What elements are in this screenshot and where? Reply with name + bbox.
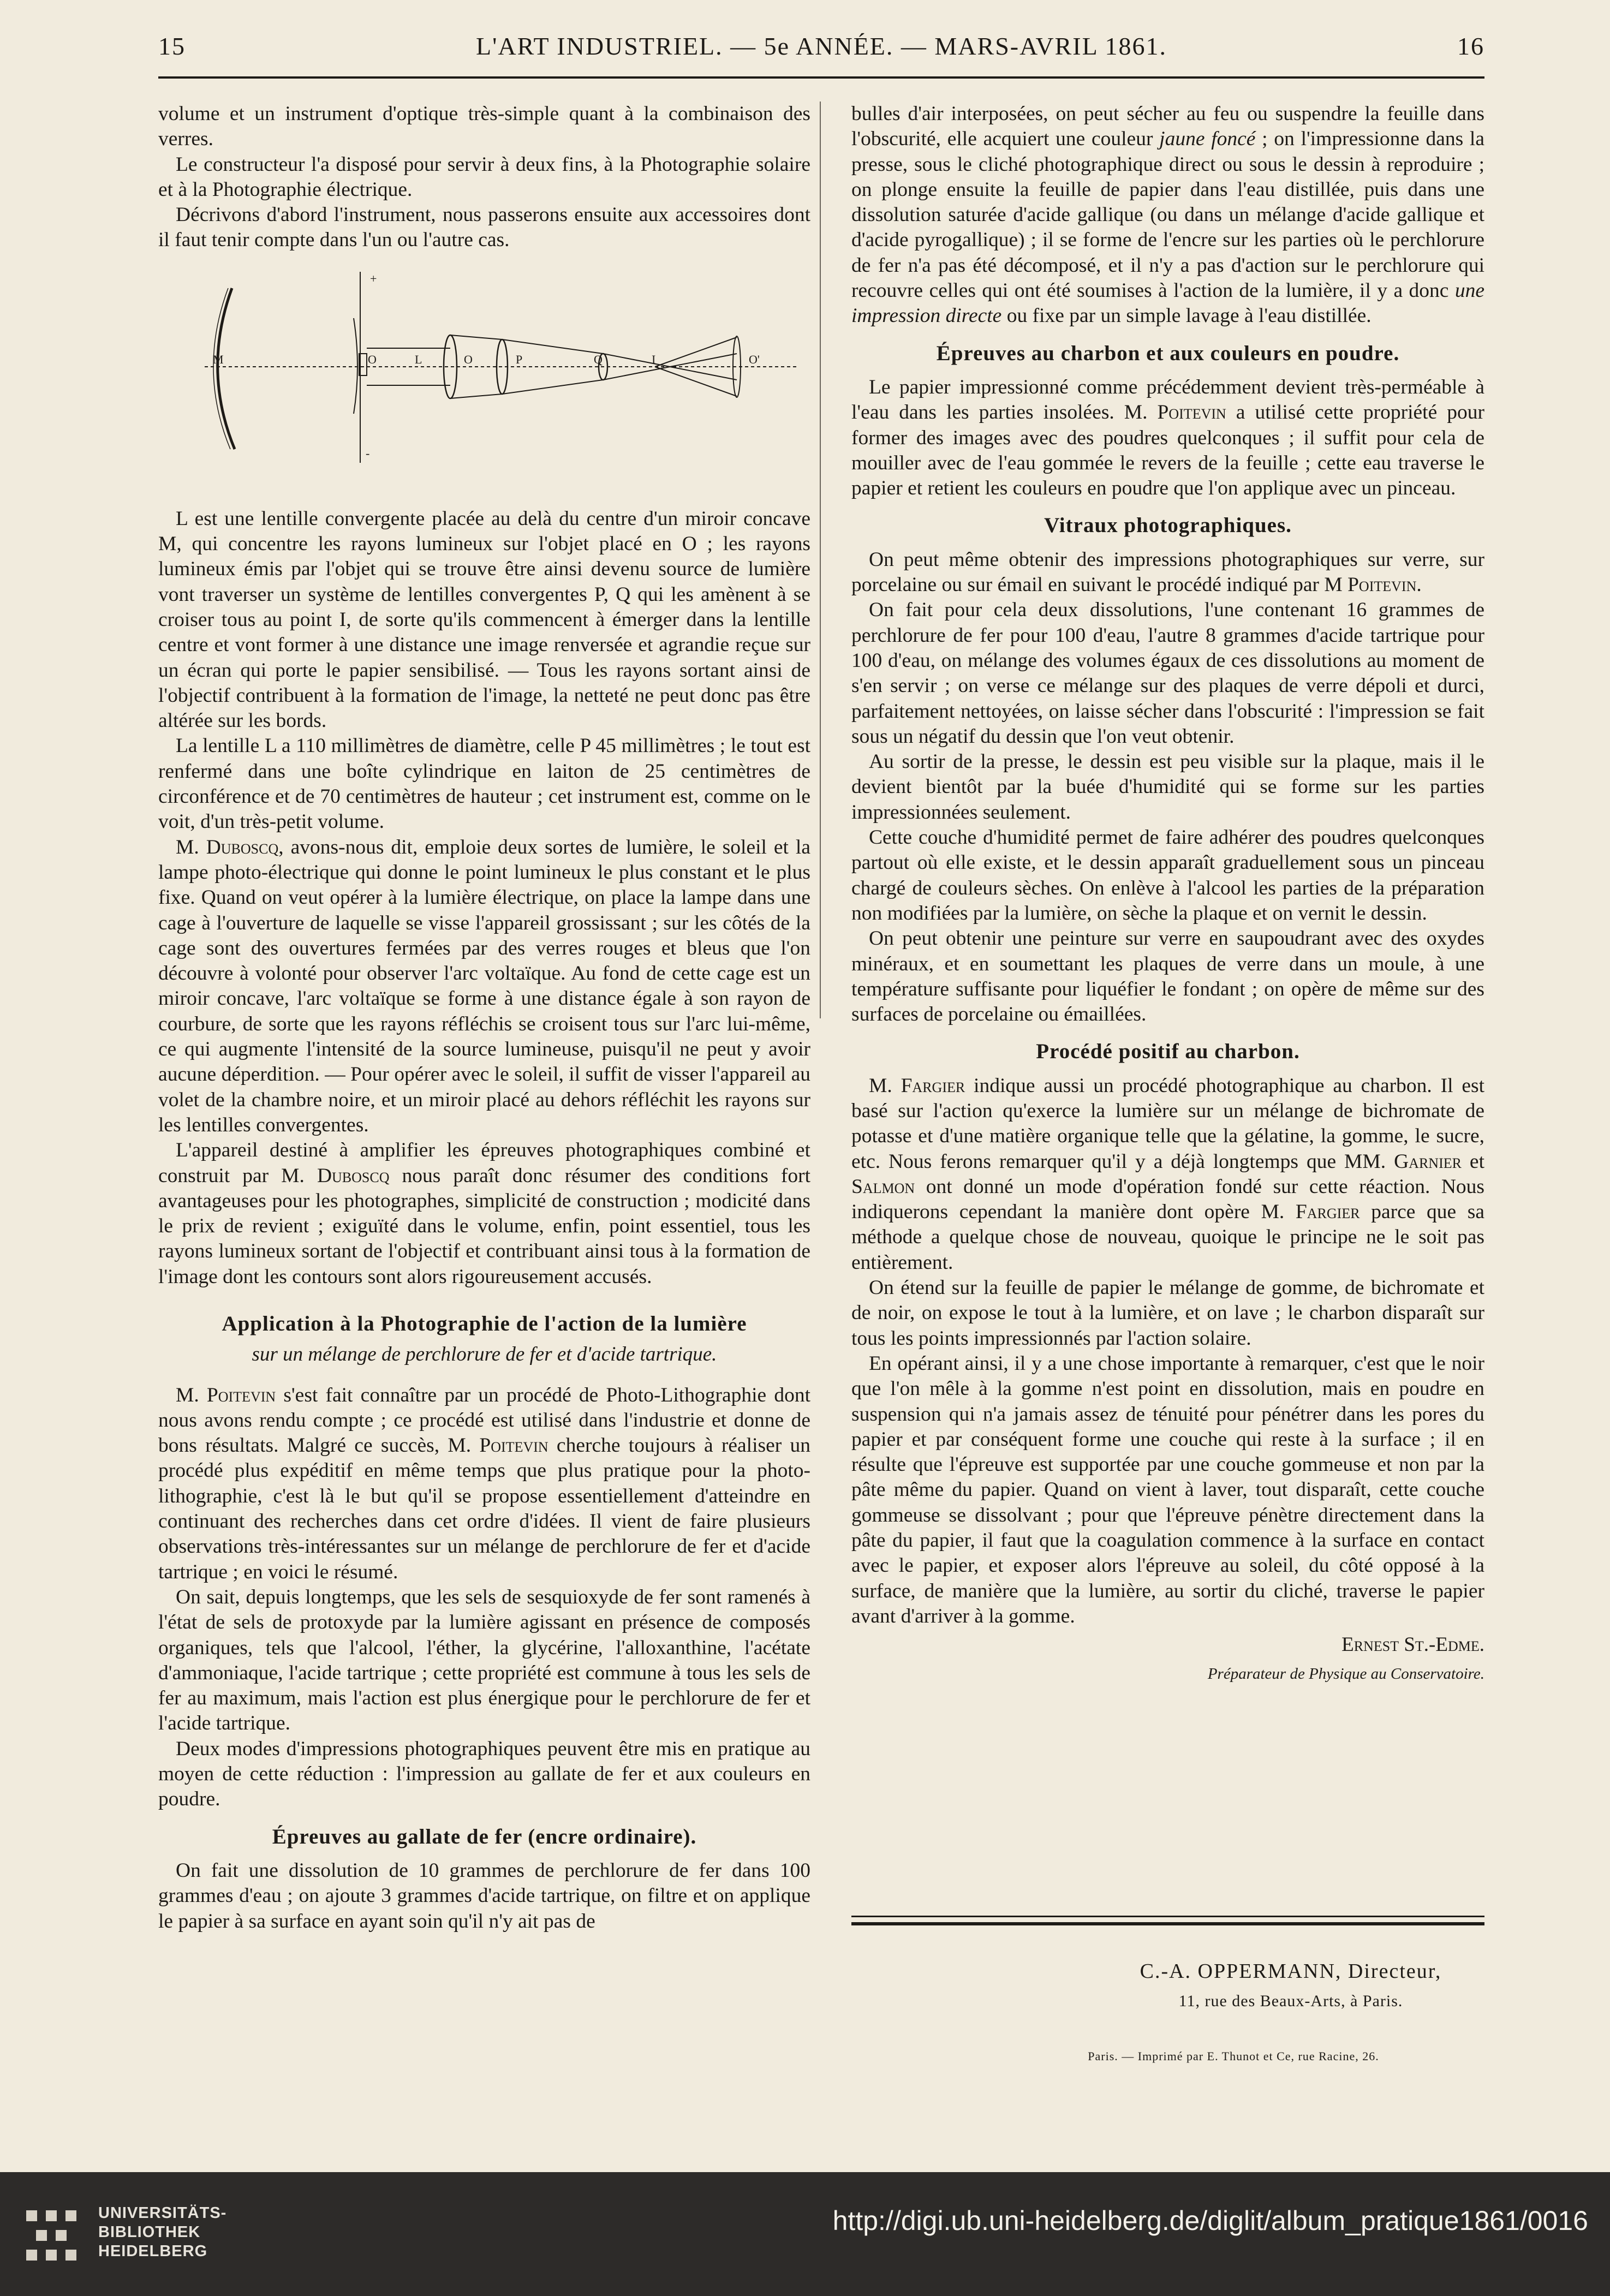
section-heading: Application à la Photographie de l'action de la lumière xyxy=(222,1311,747,1335)
header-rule xyxy=(158,76,1484,79)
person-name: Fargier xyxy=(1295,1201,1360,1224)
person-name: Duboscq xyxy=(317,1164,390,1187)
person-name: Poitevin xyxy=(1157,401,1226,424)
library-footer-bar xyxy=(0,2172,1610,2296)
person-name: M. Poitevin xyxy=(176,1383,276,1406)
section-heading: Vitraux photographiques. xyxy=(1044,514,1292,538)
person-name: Poitevin xyxy=(1347,574,1417,597)
paragraph: bulles d'air interposées, on peut sécher au feu ou suspendre la feuille dans l'obscurité, elle acquiert une couleur jaune foncé ; on l'impressionne dans la presse, sous le cliché photographique direct ou sous le dessin à reproduire ; on plonge ensuite la feuille de papier dans l'eau distillée, puis dans une dissolution saturée d'acide gallique (ou dans un mélange d'acide gallique et d'acide pyrogallique) ; il se forme de l'encre sur les parties où le perchlorure de fer n'a pas été décomposé, et il n'y a pas d'action sur le perchlorure qui recouvre celles qui ont été soumises à l'action de la lumière, il y a donc une impression directe ou fixe par un simple lavage à l'eau distillée. xyxy=(851,103,1484,327)
running-title: L'ART INDUSTRIEL. — 5e ANNÉE. — MARS-AVRIL 1861. xyxy=(476,32,1167,60)
author-title: Préparateur de Physique au Conservatoire. xyxy=(1207,1665,1484,1683)
paragraph: Cette couche d'humidité permet de faire adhérer des poudres quelconques partout où elle existe, et le dessin apparaît graduellement sous un pinceau chargé de couleurs sèches. On enlève à l'alcool les parties de la préparation non modifiées par la lumière, on sèche la plaque et on vernit le dessin. xyxy=(851,826,1484,925)
page-header xyxy=(158,32,1484,64)
optical-diagram xyxy=(158,266,810,496)
section-heading: Épreuves au gallate de fer (encre ordinaire). xyxy=(272,1824,697,1848)
left-column xyxy=(158,102,810,1934)
section-heading: Épreuves au charbon et aux couleurs en poudre. xyxy=(936,341,1400,365)
paragraph: Le papier impressionné comme précédemment devient très-perméable à l'eau dans les parties insolées. M. Poitevin a utilisé cette propriété pour former des images avec des poudres quelconques ; il suffit pour cela de mouiller avec de l'eau gommée le revers de la feuille ; cette eau traverse le papier et retient les couleurs en poudre que l'on applique avec un pinceau. xyxy=(851,375,1484,500)
paragraph: Décrivons d'abord l'instrument, nous passerons ensuite aux accessoires dont il faut tenir compte dans l'un ou l'autre cas. xyxy=(158,204,810,252)
paragraph: On peut même obtenir des impressions photographiques sur verre, sur porcelaine ou sur émail en suivant le procédé indiqué par M Poitevin. xyxy=(851,548,1484,597)
person-name: Poitevin xyxy=(479,1434,548,1457)
label-O-prime: O' xyxy=(749,352,760,366)
footer-rules xyxy=(851,1916,1484,1925)
optical-diagram-figure xyxy=(158,266,810,496)
person-name: Salmon xyxy=(851,1175,915,1198)
paragraph: M. Duboscq, avons-nous dit, emploie deux sortes de lumière, le soleil et la lampe photo-électrique qui donne le point lumineux le plus constant et le plus fixe. Quand on veut opérer à la lumière électrique, on place la lampe dans une cage à l'ouverture de laquelle se visse l'appareil grossissant ; sur les côtés de la cage sont des ouvertures fermées par des verres rouges et bleus que l'on découvre à volonté pour observer l'arc voltaïque. Au fond de cette cage est un miroir concave, l'arc voltaïque se forme à une distance égale à son rayon de courbure, de sorte que les rayons réfléchis se croisent tous sur l'arc lui-même, ce qui augmente l'intensité de la source lumineuse, puisqu'il ne peut y avoir aucune déperdition. — Pour opérer avec le soleil, il suffit de visser l'appareil au volet de la chambre noire, et un miroir placé au dehors réfléchit les rayons sur les lentilles convergentes. xyxy=(158,836,810,1136)
lens-L xyxy=(354,318,357,414)
page-number-left: 15 xyxy=(158,32,186,60)
paragraph: Au sortir de la presse, le dessin est peu visible sur la plaque, mais il le devient bientôt par la buée d'humidité qui se forme sur les parties impressionnées seulement. xyxy=(851,750,1484,824)
label-L: L xyxy=(415,352,422,366)
right-column xyxy=(851,102,1484,1686)
person-name: M. Fargier xyxy=(869,1074,965,1097)
label-Q: Q xyxy=(594,352,603,366)
label-I: I xyxy=(652,352,656,366)
person-name: Garnier xyxy=(1394,1150,1462,1173)
paragraph: On sait, depuis longtemps, que les sels de sesquioxyde de fer sont ramenés à l'état de sels de protoxyde par la lumière agissant en présence de composés organiques, tels que l'alcool, l'éther, la glycérine, l'alloxanthine, l'acétate d'ammoniaque, l'acide tartrique ; cette propriété est commune à tous les sels de fer au maximum, mais l'action est plus énergique pour le perchlorure de fer et l'acide tartrique. xyxy=(158,1585,810,1735)
label-minus: - xyxy=(366,446,370,460)
column-divider xyxy=(820,102,821,1018)
university-library-logo-icon xyxy=(22,2206,81,2265)
paragraph: En opérant ainsi, il y a une chose importante à remarquer, c'est que le noir que l'on mêle à la gomme n'est point en dissolution, mais en poudre en suspension qui n'a jamais assez de ténuité pour pénétrer dans les pores du papier et par conséquent forme une couche qui reste à la surface ; il en résulte que l'épreuve est supportée par une couche gommeuse et non par la pâte même du papier. Quand on vient à laver, tout disparaît, cette couche gommeuse se dissolvant ; pour que l'épreuve pénètre directement dans la pâte du papier, il faut que la coagulation commence à la surface en contact avec le papier, et exposer alors l'épreuve au soleil, du côté opposé à la surface, de manière que la lumière, au sortir du cliché, traverse le papier avant d'arriver à la gomme. xyxy=(851,1352,1484,1627)
paragraph: Le constructeur l'a disposé pour servir à deux fins, à la Photographie solaire et à la Photographie électrique. xyxy=(158,153,810,201)
emphasis: jaune foncé xyxy=(1159,128,1256,151)
paragraph: La lentille L a 110 millimètres de diamètre, celle P 45 millimètres ; le tout est renfermé dans une boîte cylindrique en laiton de 25 centimètres de circonférence et de 70 centimètres de hauteur ; cet instrument est, comme on le voit, d'un très-petit volume. xyxy=(158,735,810,833)
label-M: M xyxy=(213,352,224,366)
paragraph: M. Fargier indique aussi un procédé photographique au charbon. Il est basé sur l'action qu'exerce la lumière sur un mélange de bichromate de potasse et d'une matière organique telle que la gélatine, la gomme, le sucre, etc. Nous ferons remarquer qu'il y a déjà longtemps que MM. Garnier et Salmon ont donné un mode d'opération fondé sur cette réaction. Nous indiquerons cependant la manière dont opère M. Fargier parce que sa méthode a quelque chose de nouveau, quoique le principe ne le soit pas entièrement. xyxy=(851,1074,1484,1274)
paragraph: Deux modes d'impressions photographiques peuvent être mis en pratique au moyen de cette réduction : l'impression au gallate de fer et aux couleurs en poudre. xyxy=(158,1737,810,1811)
page-number-right: 16 xyxy=(1457,32,1484,60)
publisher-name: C.-A. OPPERMANN, Directeur, xyxy=(1140,1960,1442,1983)
label-O: O xyxy=(368,352,377,366)
paragraph: On fait pour cela deux dissolutions, l'une contenant 16 grammes de perchlorure de fer pour 100 d'eau, l'autre 8 grammes d'acide tartrique pour 100 d'eau, on mélange des volumes égaux de ces dissolutions au moment de s'en servir ; on verse ce mélange sur des plaques de verre dépoli et durci, parfaitement nettoyées, on laisse sécher dans l'obscurité : l'impression se fait sous un négatif du dessin que l'on veut obtenir. xyxy=(851,599,1484,748)
paragraph: On peut obtenir une peinture sur verre en saupoudrant avec des oxydes minéraux, et en soumettant les plaques de verre dans un moule, à une température suffisante pour liquéfier le fondant ; on opère de même sur des surfaces de porcelaine ou émaillées. xyxy=(851,927,1484,1026)
paragraph: L'appareil destiné à amplifier les épreuves photographiques combiné et construit par M. Duboscq nous paraît donc résumer des conditions fort avantageuses pour les photographes, simplicité de construction ; modicité dans le prix de revient ; exiguïté dans le volume, enfin, point essentiel, tous les rayons lumineux sortant de l'objectif et contribuant ainsi tous à la formation de l'image dont les contours sont alors rigoureusement accusés. xyxy=(158,1139,810,1288)
section-subheading: sur un mélange de perchlorure de fer et d'acide tartrique. xyxy=(252,1343,717,1366)
paragraph: M. Poitevin s'est fait connaître par un procédé de Photo-Lithographie dont nous avons rendu compte ; ce procédé est utilisé dans l'industrie et donne de bons résultats. Malgré ce succès, M. Poitevin cherche toujours à réaliser un procédé plus expéditif en même temps que plus pratique pour la photo-lithographie, c'est là le but qu'il se propose essentiellement d'atteindre en continuant des recherches dans cet ordre d'idées. Il vient de faire plusieurs observations très-intéressantes sur un mélange de perchlorure de fer et d'acide tartrique ; en voici le résumé. xyxy=(158,1383,811,1583)
paragraph: volume et un instrument d'optique très-simple quant à la combinaison des verres. xyxy=(158,103,810,151)
paragraph: On étend sur la feuille de papier le mélange de gomme, de bichromate et de noir, on expose le tout à la lumière, et on lave ; le charbon disparaît sur tous les points impressionnés par l'action solaire. xyxy=(851,1277,1484,1350)
printer-imprint: Paris. — Imprimé par E. Thunot et Ce, rue Racine, 26. xyxy=(1088,2049,1379,2063)
source-url-link[interactable]: http://digi.ub.uni-heidelberg.de/diglit/album_pratique1861/0016 xyxy=(832,2205,1588,2236)
person-name: M. Duboscq xyxy=(176,836,279,858)
label-P: P xyxy=(516,352,523,366)
publisher-address: 11, rue des Beaux-Arts, à Paris. xyxy=(1178,1992,1403,2010)
section-heading: Procédé positif au charbon. xyxy=(1036,1040,1300,1064)
author-signature: Ernest St.-Edme. xyxy=(1341,1633,1484,1656)
paragraph: L est une lentille convergente placée au delà du centre d'un miroir concave M, qui concentre les rayons lumineux sur l'objet placé en O ; les rayons lumineux émis par l'objet qui se trouve être ainsi devenu source de lumière vont traverser un système de lentilles convergentes P, Q qui les amènent à se croiser tous au point I, de sorte qu'ils commencent à émerger dans la lentille centre et vont former à une distance une image renversée et agrandie reçue sur un écran qui porte le papier sensibilisé. — Tous les rayons sortant ainsi de l'objectif contribuent à la formation de l'image, la netteté ne peut donc pas être altérée sur les bords. xyxy=(158,507,810,732)
publisher-block xyxy=(1111,1959,1471,2011)
institution-name: UNIVERSITÄTS- BIBLIOTHEK HEIDELBERG xyxy=(98,2204,227,2260)
paragraph: On fait une dissolution de 10 grammes de perchlorure de fer dans 100 grammes d'eau ; on ajoute 3 grammes d'acide tartrique, on filtre et on applique le papier à sa surface en ayant soin qu'il n'y ait pas de xyxy=(158,1859,810,1933)
emphasis: une impression directe xyxy=(851,279,1484,327)
label-plus: + xyxy=(370,271,377,285)
label-O-small: O xyxy=(464,352,473,366)
